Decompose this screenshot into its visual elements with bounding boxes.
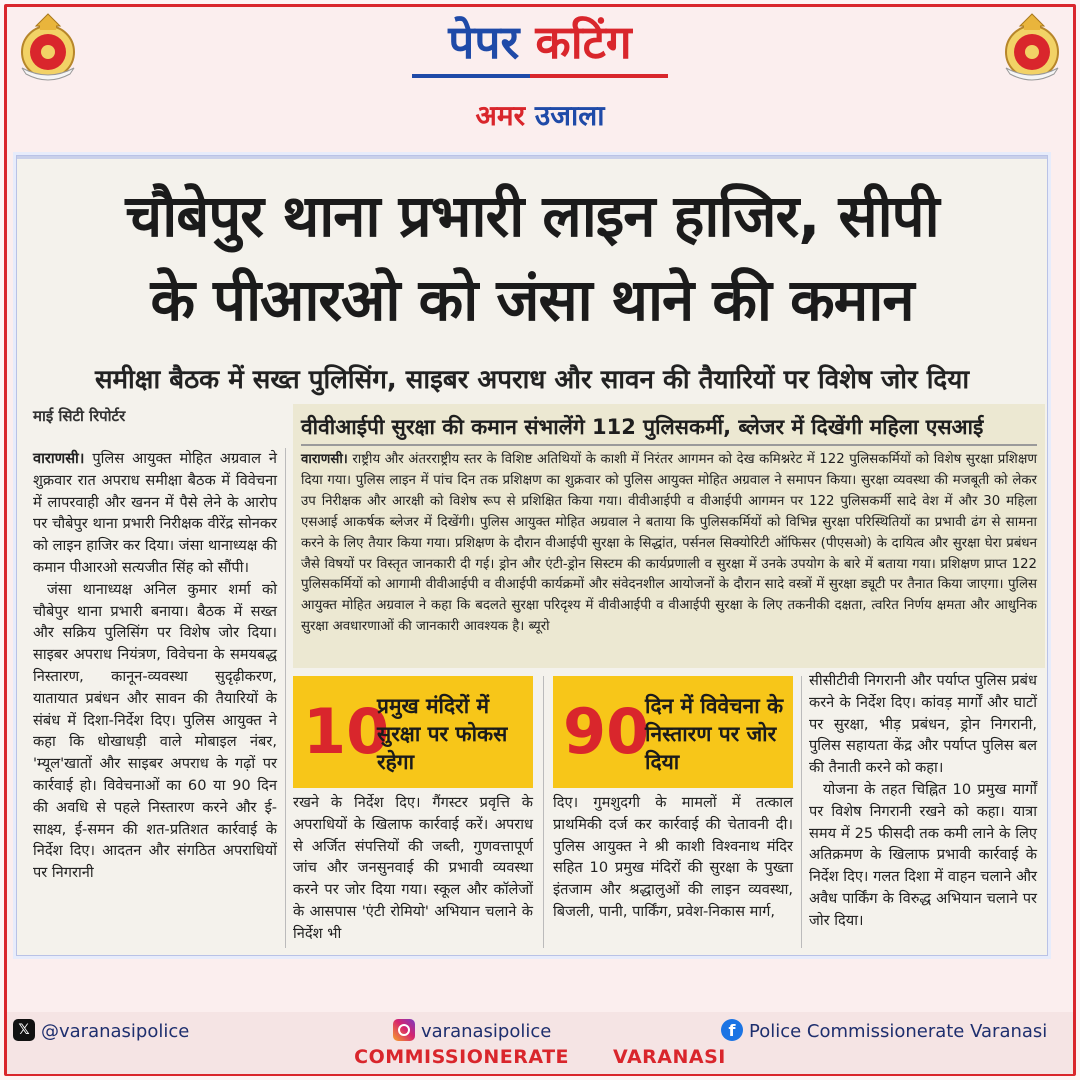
- x-handle: @varanasipolice: [41, 1021, 190, 1042]
- boxed-dateline: वाराणसी।: [301, 452, 348, 467]
- column-divider: [543, 676, 544, 948]
- newspaper-name-part2: उजाला: [534, 99, 605, 132]
- column-1-paragraph-2: जंसा थानाध्यक्ष अनिल कुमार शर्मा को चौबेपुर थाना प्रभारी बनाया। बैठक में सख्त और सक्रिय पुलिसिंग पर विशेष जोर दिया। साइबर अपराध नियंत्रण, विवेचना के समयबद्ध निस्तारण, कानून-व्यवस्था सुदृढ़ीकरण, यातायात प्रबंधन और सावन की तैयारियों के संबंध में दिशा-निर्देश दिए। पुलिस आयुक्त ने कहा कि धोखाधड़ी वाले मोबाइल नंबर, 'म्यूल'खातों और साइबर अपराध के गढ़ों पर कार्रवाई हो। विवेचनाओं का 60 या 90 दिन की अवधि से पहले निस्तारण करने और ई-साक्ष्य, ई-समन की शत-प्रतिशत कार्रवाई के निर्देश दिए। आदतन और संगठित अपराधियों पर निगरानी: [33, 580, 277, 882]
- facebook-page: Police Commissionerate Varanasi: [749, 1021, 1048, 1042]
- x-link[interactable]: [13, 1020, 189, 1044]
- clipping-top-rule: [17, 156, 1047, 159]
- instagram-handle: varanasipolice: [421, 1021, 552, 1042]
- column-1-text-1: पुलिस आयुक्त मोहित अग्रवाल ने शुक्रवार रात अपराध समीक्षा बैठक में विवेचना में लापरवाही और खनन में पैसे लेने के आरोप पर चौबेपुर थाना प्रभारी निरीक्षक वीरेंद्र सोनकर को लाइन हाजिर कर दिया। जंसा थानाध्यक्ष की कमान पीआरओ सत्यजीत सिंह को सौंपी।: [33, 450, 278, 576]
- instagram-logo-icon: [393, 1019, 415, 1041]
- article-subheadline: समीक्षा बैठक में सख्त पुलिसिंग, साइबर अपराध और सावन की तैयारियों पर विशेष जोर दिया: [94, 365, 970, 395]
- boxed-story-text: राष्ट्रीय और अंतरराष्ट्रीय स्तर के विशिष्ट अतिथियों के काशी में निरंतर आगमन को देख कमिश्नरेट में 122 पुलिसकर्मियों को विशेष सुरक्षा प्रशिक्षण दिया गया। पुलिस लाइन में पांच दिन तक प्रशिक्षण का शुक्रवार को पुलिस आयुक्त मोहित अग्रवाल ने समापन किया। सुरक्षा व्यवस्था की मजबूती को लेकर उप निरीक्षक और आरक्षी को विशेष रूप से प्रशिक्षित किया गया। वीवीआईपी व वीआईपी आगमन पर 122 पुलिसकर्मी सादे वेश में और 30 महिला एसआई आकर्षक ब्लेजर में दिखेंगी। पुलिस आयुक्त मोहित अग्रवाल ने बताया कि पुलिसकर्मियों को विभिन्न सुरक्षा परिस्थितियों का प्रभावी ढंग से सामना करने के लिए तैयार किया गया। प्रशिक्षण के दौरान वीआईपी सुरक्षा के सिद्धांत, पर्सनल सिक्योरिटी ऑफिसर (पीएसओ) के दायित्व और सुरक्षा घेरा प्रबंधन जैसे विषयों पर विस्तृत जानकारी दी गई। ड्रोन और एंटी-ड्रोन सिस्टम की कार्यप्रणाली व सुरक्षा में उनके उपयोग के बारे में बताया गया। प्रशिक्षण प्राप्त 122 पुलिसकर्मियों को आगामी वीवीआईपी व वीआईपी कार्यक्रमों और संवेदनशील आयोजनों के दौरान सादे वस्त्रों में सुरक्षा ड्यूटी पर तैनात किया जाएगा। पुलिस आयुक्त मोहित अग्रवाल ने कहा कि बदलते सुरक्षा परिदृश्य में वीवीआईपी व वीआईपी सुरक्षा के लिए तकनीकी दक्षता, त्वरित निर्णय क्षमता और आधुनिक सुरक्षा अवधारणाओं की जानकारी आवश्यक है। ब्यूरो: [301, 452, 1037, 635]
- instagram-link[interactable]: [393, 1020, 551, 1044]
- article-column-4: [809, 670, 1037, 932]
- article-column-1: [33, 448, 277, 884]
- page-title-part1: पेपर: [448, 15, 520, 69]
- factbox-text: दिन में विवेचना के निस्तारण पर जोर दिया: [645, 694, 784, 774]
- x-logo-icon: 𝕏: [13, 1019, 35, 1041]
- factbox-number: 90: [563, 695, 650, 768]
- newspaper-name: [0, 96, 1080, 136]
- article-byline: माई सिटी रिपोर्टर: [33, 407, 126, 425]
- article-column-2: रखने के निर्देश दिए। गैंगस्टर प्रवृत्ति के अपराधियों के खिलाफ कार्रवाई करें। अपराध से अर्जित संपत्तियों की जब्ती, गुणवत्तापूर्ण जांच और जनसुनवाई की प्रभावी व्यवस्था करने पर जोर दिया गया। स्कूल और कॉलेजों के आसपास 'एंटी रोमियो' अभियान चलाने के निर्देश भी: [293, 794, 533, 942]
- column-1-paragraph-1: [33, 448, 277, 579]
- facebook-logo-icon: f: [721, 1019, 743, 1041]
- column-4-paragraph-2: योजना के तहत चिह्नित 10 प्रमुख मार्गों पर विशेष निगरानी रखने को कहा। यात्रा समय में 25 फीसदी तक कमी लाने के लिए अतिक्रमण के खिलाफ प्रभावी कार्रवाई के निर्देश दिए। गलत दिशा में वाहन चलाने और अवैध पार्किंग के विरुद्ध अभियान चलाने पर जोर दिया।: [809, 780, 1037, 929]
- varanasi-word: VARANASI: [613, 1046, 726, 1068]
- factbox-investigation: [553, 676, 793, 788]
- page-title: [0, 14, 1080, 70]
- commissionerate-label: [7, 1046, 1073, 1068]
- column-divider: [801, 676, 802, 948]
- boxed-story: [293, 404, 1045, 668]
- title-underline-blue: [412, 74, 530, 78]
- factbox-number: 10: [303, 695, 390, 768]
- facebook-link[interactable]: [721, 1020, 1047, 1044]
- newspaper-name-part1: अमर: [475, 99, 526, 132]
- boxed-story-body: [301, 450, 1037, 638]
- headline-line-2: के पीआरओ को जंसा थाने की कमान: [150, 266, 914, 334]
- column-4-paragraph-1: सीसीटीवी निगरानी और पर्याप्त पुलिस प्रबंध करने के निर्देश दिए। कांवड़ मार्गों और घाटों पर सुरक्षा, भीड़ प्रबंधन, ड्रोन निगरानी, पुलिस सहायता केंद्र और पर्याप्त पुलिस बल की तैनाती करने को कहा।: [809, 672, 1037, 777]
- dateline: वाराणसी।: [33, 450, 85, 467]
- article-column-3: दिए। गुमशुदगी के मामलों में तत्काल प्राथमिकी दर्ज कर कार्रवाई की चेतावनी दी। पुलिस आयुक्त ने श्री काशी विश्वनाथ मंदिर सहित 10 प्रमुख मंदिरों की सुरक्षा के पुख्ता इंतजाम और श्रद्धालुओं की लाइन व्यवस्था, बिजली, पानी, पार्किंग, प्रवेश-निकास मार्ग,: [553, 794, 793, 920]
- headline-line-1: चौबेपुर थाना प्रभारी लाइन हाजिर, सीपी: [125, 182, 939, 250]
- newspaper-clipping: [16, 155, 1048, 956]
- column-divider: [285, 448, 286, 948]
- social-footer: [7, 1012, 1073, 1074]
- factbox-temples: [293, 676, 533, 788]
- article-headline: [17, 174, 1047, 342]
- commissionerate-word: COMMISSIONERATE: [354, 1046, 570, 1068]
- title-underline-red: [530, 74, 668, 78]
- boxed-story-heading: वीवीआईपी सुरक्षा की कमान संभालेंगे 112 पुलिसकर्मी, ब्लेजर में दिखेंगी महिला एसआई: [301, 412, 1037, 446]
- factbox-text: प्रमुख मंदिरों में सुरक्षा पर फोकस रहेगा: [377, 694, 508, 774]
- page-title-part2: कटिंग: [535, 15, 632, 69]
